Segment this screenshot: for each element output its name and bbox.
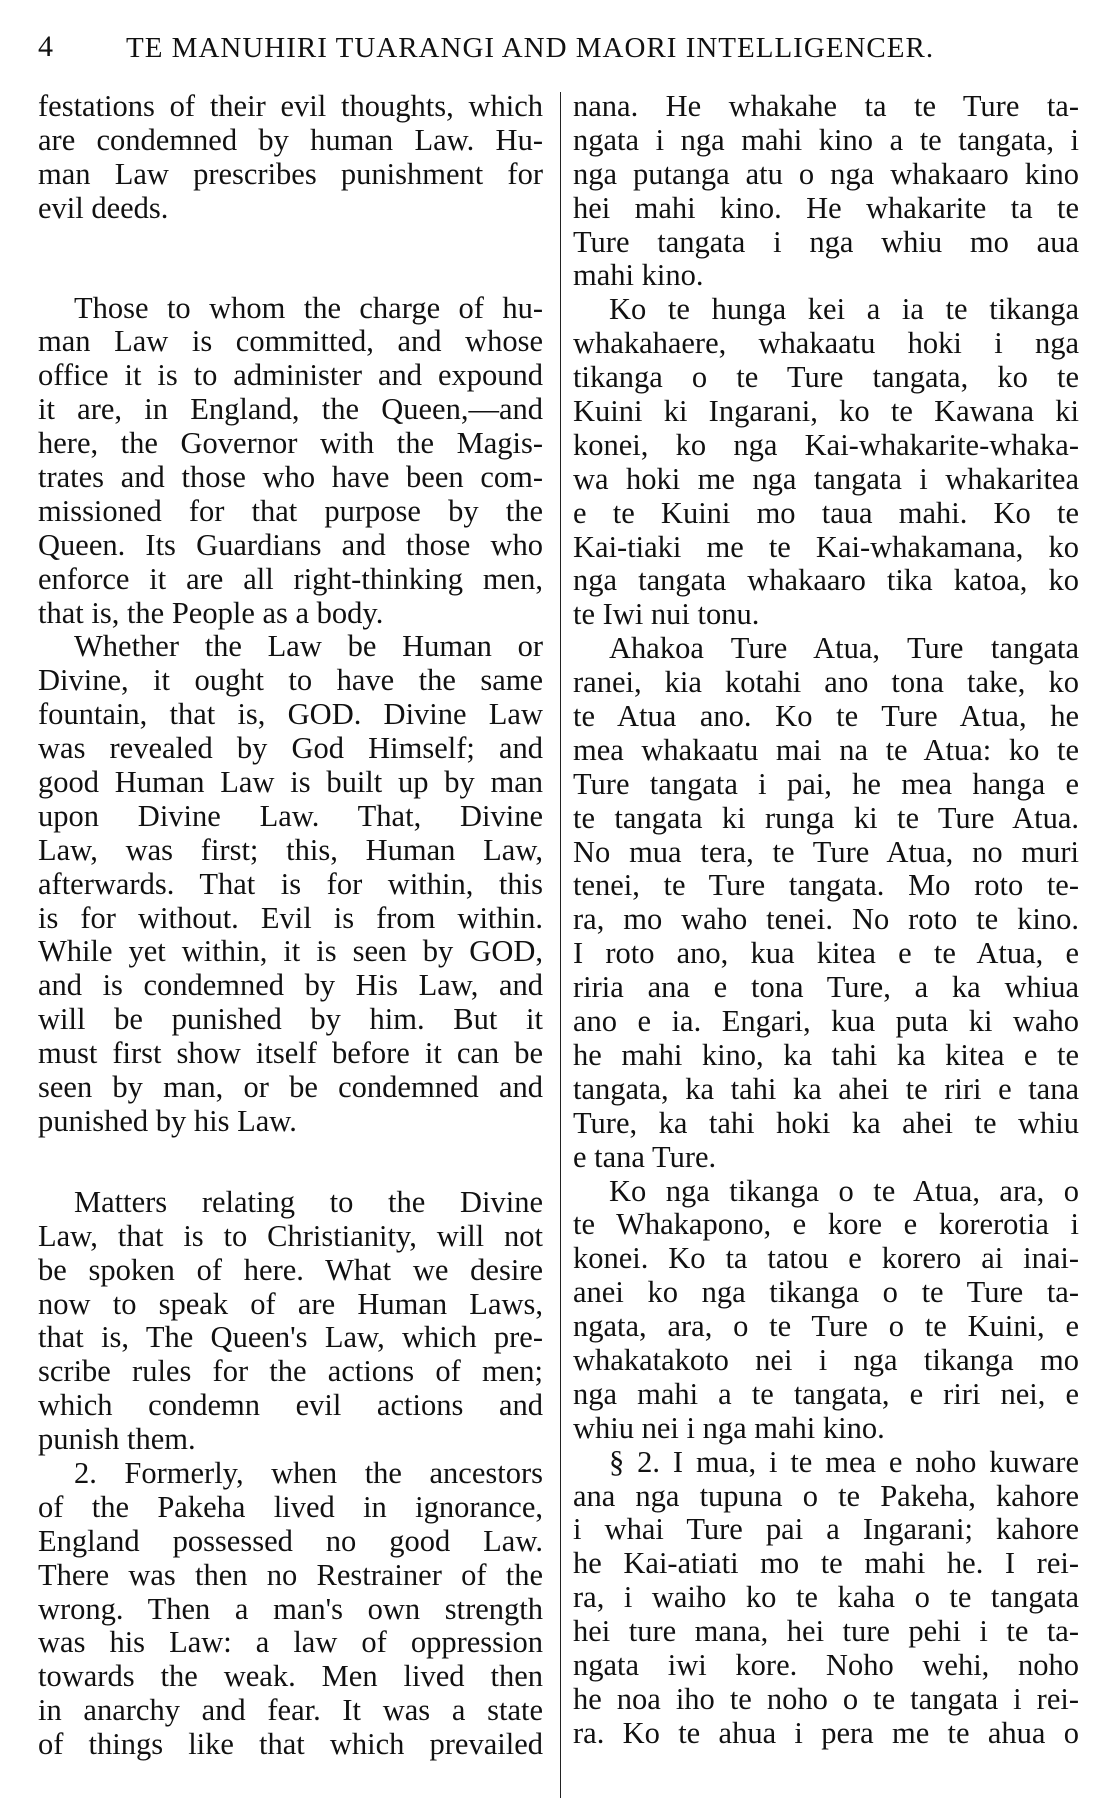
text-line: must first show itself before it can be xyxy=(38,1036,543,1071)
text-line: whakahaere, whakaatu hoki i nga xyxy=(573,326,1079,361)
text-line: ra, i waiho ko te kaha o te tangata xyxy=(573,1580,1079,1615)
text-line: that is, the People as a body. xyxy=(38,595,384,630)
text-line: and is condemned by His Law, and xyxy=(38,968,543,1003)
text-line: of the Pakeha lived in ignorance, xyxy=(38,1489,543,1524)
text-line: No mua tera, te Ture Atua, no muri xyxy=(573,834,1079,869)
text-line: nga putanga atu o nga whakaaro kino xyxy=(573,156,1079,191)
text-line: upon Divine Law. That, Divine xyxy=(38,798,543,833)
text-line: Divine, it ought to have the same xyxy=(38,663,543,698)
text-line: wrong. Then a man's own strength xyxy=(38,1591,543,1626)
left-column-english xyxy=(38,90,543,1762)
text-line: seen by man, or be condemned and xyxy=(38,1070,543,1105)
text-line: ranei, kia kotahi ano tona take, ko xyxy=(573,665,1079,700)
text-line: While yet within, it is seen by GOD, xyxy=(38,934,543,969)
text-line: England possessed no good Law. xyxy=(38,1523,543,1558)
text-line: ngata i nga mahi kino a te tangata, i xyxy=(573,122,1079,157)
paragraph-gap xyxy=(38,1139,543,1186)
text-line: punish them. xyxy=(38,1422,196,1457)
text-line: § 2. I mua, i te mea e noho kuware xyxy=(609,1444,1079,1479)
text-line: Those to whom the charge of hu- xyxy=(74,290,543,325)
text-line: fountain, that is, GOD. Divine Law xyxy=(38,697,543,732)
paragraph xyxy=(38,1186,543,1457)
text-line: are condemned by human Law. Hu- xyxy=(38,122,543,157)
text-line: te tangata ki runga ki te Ture Atua. xyxy=(573,800,1079,835)
text-line: Ture, ka tahi hoki ka ahei te whiu xyxy=(573,1105,1079,1140)
text-line: now to speak of are Human Laws, xyxy=(38,1286,543,1321)
text-line: will be punished by him. But it xyxy=(38,1002,543,1037)
text-line: te Atua ano. Ko te Ture Atua, he xyxy=(573,699,1079,734)
masthead-title: TE MANUHIRI TUARANGI AND MAORI INTELLIGENCER. xyxy=(126,32,935,64)
text-line: Matters relating to the Divine xyxy=(74,1184,543,1219)
paragraph xyxy=(573,90,1079,293)
paragraph xyxy=(38,292,543,631)
text-line: nga tangata whakaaro tika katoa, ko xyxy=(573,563,1079,598)
text-line: he noa iho te noho o te tangata i rei- xyxy=(573,1681,1079,1716)
text-line: ra, mo waho tenei. No roto te kino. xyxy=(573,902,1079,937)
page-header xyxy=(38,26,1078,66)
text-line: he mahi kino, ka tahi ka kitea e te xyxy=(573,1037,1079,1072)
text-line: he Kai-atiati mo te mahi he. I rei- xyxy=(573,1546,1079,1581)
paragraph xyxy=(38,90,543,226)
paragraph xyxy=(38,630,543,1138)
page-number: 4 xyxy=(38,30,54,63)
text-line: ra. Ko te ahua i pera me te ahua o xyxy=(573,1715,1079,1750)
paragraph xyxy=(573,293,1079,632)
text-line: ngata iwi kore. Noho wehi, noho xyxy=(573,1647,1079,1682)
text-line: Ture tangata i nga whiu mo aua xyxy=(573,224,1079,259)
text-line: e te Kuini mo taua mahi. Ko te xyxy=(573,495,1079,530)
text-line: I roto ano, kua kitea e te Atua, e xyxy=(573,936,1079,971)
text-line: nga mahi a te tangata, e riri nei, e xyxy=(573,1376,1079,1411)
text-line: afterwards. That is for within, this xyxy=(38,866,543,901)
text-line: tangata, ka tahi ka ahei te riri e tana xyxy=(573,1071,1079,1106)
text-line: Queen. Its Guardians and those who xyxy=(38,527,543,562)
text-line: Ahakoa Ture Atua, Ture tangata xyxy=(609,631,1079,666)
text-line: Ko te hunga kei a ia te tikanga xyxy=(609,292,1079,327)
text-line: was his Law: a law of oppression xyxy=(38,1625,543,1660)
text-line: ano e ia. Engari, kua puta ki waho xyxy=(573,1004,1079,1039)
text-line: Kai-tiaki me te Kai-whakamana, ko xyxy=(573,529,1079,564)
text-line: man Law is committed, and whose xyxy=(38,324,543,359)
right-column-maori xyxy=(573,90,1079,1751)
text-line: mahi kino. xyxy=(573,258,704,293)
text-line: riria ana e tona Ture, a ka whiua xyxy=(573,970,1079,1005)
text-line: of things like that which prevailed xyxy=(38,1727,543,1762)
paragraph xyxy=(38,1457,543,1762)
text-line: hei mahi kino. He whakarite ta te xyxy=(573,190,1079,225)
text-line: te Iwi nui tonu. xyxy=(573,597,760,632)
text-line: is for without. Evil is from within. xyxy=(38,900,543,935)
text-line: nana. He whakahe ta te Ture ta- xyxy=(573,89,1079,123)
text-line: te Whakapono, e kore e korerotia i xyxy=(573,1207,1079,1242)
text-line: office it is to administer and expound xyxy=(38,358,543,393)
text-line: konei. Ko ta tatou e korero ai inai- xyxy=(573,1241,1079,1276)
text-line: Law, was first; this, Human Law, xyxy=(38,832,543,867)
text-line: e tana Ture. xyxy=(573,1139,717,1174)
text-line: in anarchy and fear. It was a state xyxy=(38,1693,543,1728)
text-line: good Human Law is built up by man xyxy=(38,765,543,800)
text-line: mea whakaatu mai na te Atua: ko te xyxy=(573,732,1079,767)
text-line: towards the weak. Men lived then xyxy=(38,1659,543,1694)
text-line: which condemn evil actions and xyxy=(38,1388,543,1423)
text-line: whiu nei i nga mahi kino. xyxy=(573,1410,885,1445)
text-line: anei ko nga tikanga o te Ture ta- xyxy=(573,1275,1079,1310)
text-line: tenei, te Ture tangata. Mo roto te- xyxy=(573,868,1079,903)
text-line: ngata, ara, o te Ture o te Kuini, e xyxy=(573,1309,1079,1344)
text-line: was revealed by God Himself; and xyxy=(38,731,543,766)
text-line: Ture tangata i pai, he mea hanga e xyxy=(573,766,1079,801)
text-line: man Law prescribes punishment for xyxy=(38,156,543,191)
text-line: i whai Ture pai a Ingarani; kahore xyxy=(573,1512,1079,1547)
text-line: hei ture mana, hei ture pehi i te ta- xyxy=(573,1614,1079,1649)
paragraph xyxy=(573,632,1079,1174)
text-line: punished by his Law. xyxy=(38,1103,297,1138)
text-line: evil deeds. xyxy=(38,190,169,225)
text-line: ana nga tupuna o te Pakeha, kahore xyxy=(573,1478,1079,1513)
paragraph-gap xyxy=(38,226,543,292)
text-line: scribe rules for the actions of men; xyxy=(38,1354,543,1389)
text-line: 2. Formerly, when the ancestors xyxy=(74,1455,543,1490)
text-line: There was then no Restrainer of the xyxy=(38,1557,543,1592)
text-line: konei, ko nga Kai-whakarite-whaka- xyxy=(573,427,1079,462)
text-line: wa hoki me nga tangata i whakaritea xyxy=(573,461,1079,496)
text-line: Whether the Law be Human or xyxy=(74,629,543,664)
column-divider xyxy=(560,92,561,1798)
text-line: that is, The Queen's Law, which pre- xyxy=(38,1320,543,1355)
paragraph xyxy=(573,1446,1079,1751)
text-line: missioned for that purpose by the xyxy=(38,493,543,528)
text-line: Law, that is to Christianity, will not xyxy=(38,1218,543,1253)
text-line: it are, in England, the Queen,—and xyxy=(38,392,543,427)
text-line: here, the Governor with the Magis- xyxy=(38,426,543,461)
text-line: tikanga o te Ture tangata, ko te xyxy=(573,360,1079,395)
text-line: trates and those who have been com- xyxy=(38,460,543,495)
text-line: Kuini ki Ingarani, ko te Kawana ki xyxy=(573,394,1079,429)
paragraph xyxy=(573,1175,1079,1446)
text-line: be spoken of here. What we desire xyxy=(38,1252,543,1287)
text-line: enforce it are all right-thinking men, xyxy=(38,561,543,596)
text-line: whakatakoto nei i nga tikanga mo xyxy=(573,1342,1079,1377)
text-line: festations of their evil thoughts, which xyxy=(38,89,543,123)
text-line: Ko nga tikanga o te Atua, ara, o xyxy=(609,1173,1079,1208)
